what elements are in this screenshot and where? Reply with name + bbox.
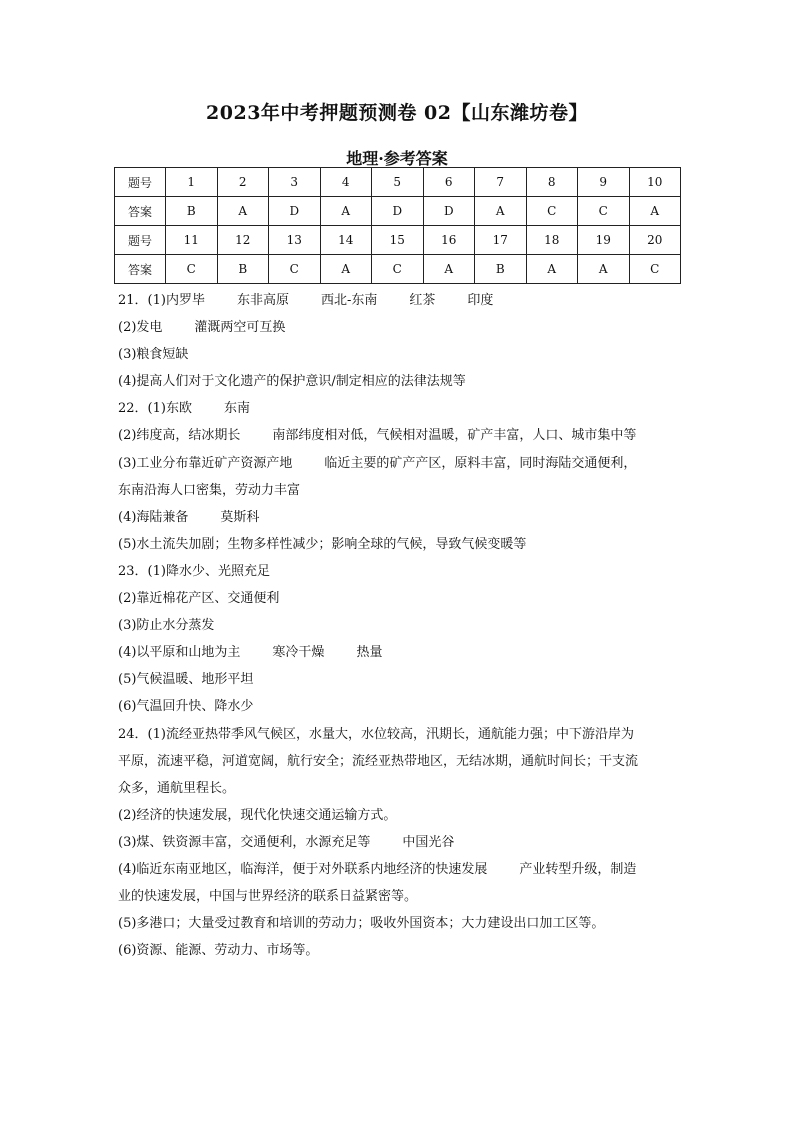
answer-segment: 众多，通航里程长。	[118, 780, 236, 796]
answer-cell: A	[526, 255, 578, 284]
question-number-cell: 10	[629, 168, 681, 197]
answer-segment: (6)资源、能源、劳动力、市场等。	[118, 943, 319, 959]
answer-line	[118, 368, 688, 395]
answer-cell: D	[372, 197, 424, 226]
answer-segment: 南部纬度相对低，气候相对温暖，矿产丰富，人口、城市集中等	[272, 428, 637, 444]
answer-line	[118, 910, 688, 937]
answer-cell: B	[217, 255, 269, 284]
answer-segment: (5)多港口；大量受过教育和培训的劳动力；吸收外国资本；大力建设出口加工区等。	[118, 916, 605, 932]
answer-segment: 22．(1)东欧	[118, 401, 192, 417]
answer-line	[118, 422, 688, 449]
question-number-cell: 2	[217, 168, 269, 197]
question-number-cell: 11	[166, 226, 218, 255]
answer-segment: (3)煤、铁资源丰富，交通便利，水源充足等	[118, 834, 371, 850]
answer-segment: 灌溉两空可互换	[194, 320, 286, 336]
answer-segment: 产业转型升级，制造	[519, 861, 637, 877]
answer-segment: (3)防止水分蒸发	[118, 618, 215, 634]
answer-segment: 印度	[467, 293, 494, 308]
answer-cell: C	[629, 255, 681, 284]
row-label-answer: 答案	[115, 255, 166, 284]
question-number-cell: 18	[526, 226, 578, 255]
answer-cell: A	[578, 255, 630, 284]
answer-cell: D	[423, 197, 475, 226]
answer-cell: A	[320, 255, 372, 284]
answer-cell: A	[423, 255, 475, 284]
answer-segment: (5)水土流失加剧；生物多样性减少；影响全球的气候，导致气候变暖等	[118, 536, 527, 552]
answer-segment: 中国光谷	[402, 834, 455, 850]
answer-line	[118, 666, 688, 693]
answer-line	[118, 314, 688, 341]
question-number-cell: 20	[629, 226, 681, 255]
answer-row	[115, 255, 681, 284]
answer-cell: A	[320, 197, 372, 226]
answer-segment: (4)海陆兼备	[118, 509, 189, 525]
answer-segment: (2)发电	[118, 320, 163, 336]
question-number-cell: 5	[372, 168, 424, 197]
answer-line	[118, 829, 688, 856]
answer-segment: (2)经济的快速发展，现代化快速交通运输方式。	[118, 807, 397, 823]
answer-line	[118, 639, 688, 666]
answer-cell: A	[629, 197, 681, 226]
answer-line	[118, 802, 688, 829]
answer-cell: B	[166, 197, 218, 226]
answer-segment: 平原，流速平稳，河道宽阔，航行安全；流经亚热带地区，无结冰期，通航时间长；干支流	[118, 753, 639, 769]
row-label-answer: 答案	[115, 197, 166, 226]
question-number-cell: 17	[475, 226, 527, 255]
answer-line	[118, 341, 688, 368]
answer-segment: 临近主要的矿产产区，原料丰富，同时海陆交通便利，	[324, 455, 637, 471]
answer-line	[118, 558, 688, 585]
question-number-row	[115, 168, 681, 197]
question-number-cell: 9	[578, 168, 630, 197]
answer-segment: 东南沿海人口密集，劳动力丰富	[118, 482, 301, 498]
answer-cell: C	[166, 255, 218, 284]
row-label-question: 题号	[115, 226, 166, 255]
question-number-cell: 19	[578, 226, 630, 255]
answer-line	[118, 748, 688, 775]
answer-line	[118, 937, 688, 964]
answer-line	[118, 585, 688, 612]
answer-segment: (4)以平原和山地为主	[118, 645, 241, 661]
row-label-question: 题号	[115, 168, 166, 197]
question-number-cell: 13	[269, 226, 321, 255]
answer-segment: 东非高原	[236, 293, 289, 308]
answer-segment: (3)工业分布靠近矿产资源产地	[118, 455, 293, 471]
answer-segment: 热量	[356, 645, 383, 661]
answer-line	[118, 287, 688, 314]
question-number-cell: 6	[423, 168, 475, 197]
answer-line	[118, 477, 688, 504]
answer-segment: (4)临近东南亚地区，临海洋，便于对外联系内地经济的快速发展	[118, 861, 488, 877]
answer-cell: B	[475, 255, 527, 284]
answer-line	[118, 883, 688, 910]
answer-line	[118, 504, 688, 531]
answer-cell: C	[526, 197, 578, 226]
answer-segment: 红茶	[409, 293, 436, 308]
answer-cell: C	[372, 255, 424, 284]
question-number-cell: 1	[166, 168, 218, 197]
answer-line	[118, 775, 688, 802]
answer-segment: 业的快速发展，中国与世界经济的联系日益紧密等。	[118, 889, 418, 905]
question-number-cell: 12	[217, 226, 269, 255]
answer-text-body	[118, 287, 688, 964]
answer-table	[114, 167, 681, 284]
answer-cell: A	[475, 197, 527, 226]
answer-line	[118, 531, 688, 558]
answer-segment: (2)纬度高，结冰期长	[118, 428, 241, 444]
question-number-cell: 8	[526, 168, 578, 197]
answer-segment: (6)气温回升快、降水少	[118, 699, 254, 715]
answer-segment: 东南	[223, 401, 250, 417]
answer-segment: (5)气候温暖、地形平坦	[118, 672, 254, 688]
answer-line	[118, 856, 688, 883]
question-number-cell: 15	[372, 226, 424, 255]
answer-segment: (3)粮食短缺	[118, 347, 189, 363]
answer-cell: A	[217, 197, 269, 226]
answer-cell: C	[578, 197, 630, 226]
answer-segment: 寒冷干燥	[272, 645, 325, 661]
question-number-cell: 14	[320, 226, 372, 255]
question-number-cell: 4	[320, 168, 372, 197]
answer-row	[115, 197, 681, 226]
question-number-cell: 3	[269, 168, 321, 197]
question-number-row	[115, 226, 681, 255]
answer-segment: 23．(1)降水少、光照充足	[118, 563, 270, 579]
answer-segment: 24．(1)流经亚热带季风气候区，水量大，水位较高，汛期长，通航能力强；中下游沿岸为	[118, 726, 634, 742]
question-number-cell: 7	[475, 168, 527, 197]
question-number-cell: 16	[423, 226, 475, 255]
answer-segment: (4)提高人们对于文化遗产的保护意识/制定相应的法律法规等	[118, 374, 466, 390]
answer-segment: 莫斯科	[220, 509, 260, 525]
answer-line	[118, 612, 688, 639]
answer-line	[118, 693, 688, 720]
answer-line	[118, 450, 688, 477]
answer-cell: C	[269, 255, 321, 284]
answer-line	[118, 395, 688, 422]
answer-segment: (2)靠近棉花产区、交通便利	[118, 591, 280, 607]
answer-cell: D	[269, 197, 321, 226]
answer-segment: 21．(1)内罗毕	[118, 293, 205, 308]
answer-line	[118, 721, 688, 748]
answer-segment: 西北-东南	[320, 293, 378, 308]
page-title: 2023年中考押题预测卷 02【山东潍坊卷】	[206, 102, 588, 124]
page-subtitle: 地理·参考答案	[346, 149, 448, 168]
